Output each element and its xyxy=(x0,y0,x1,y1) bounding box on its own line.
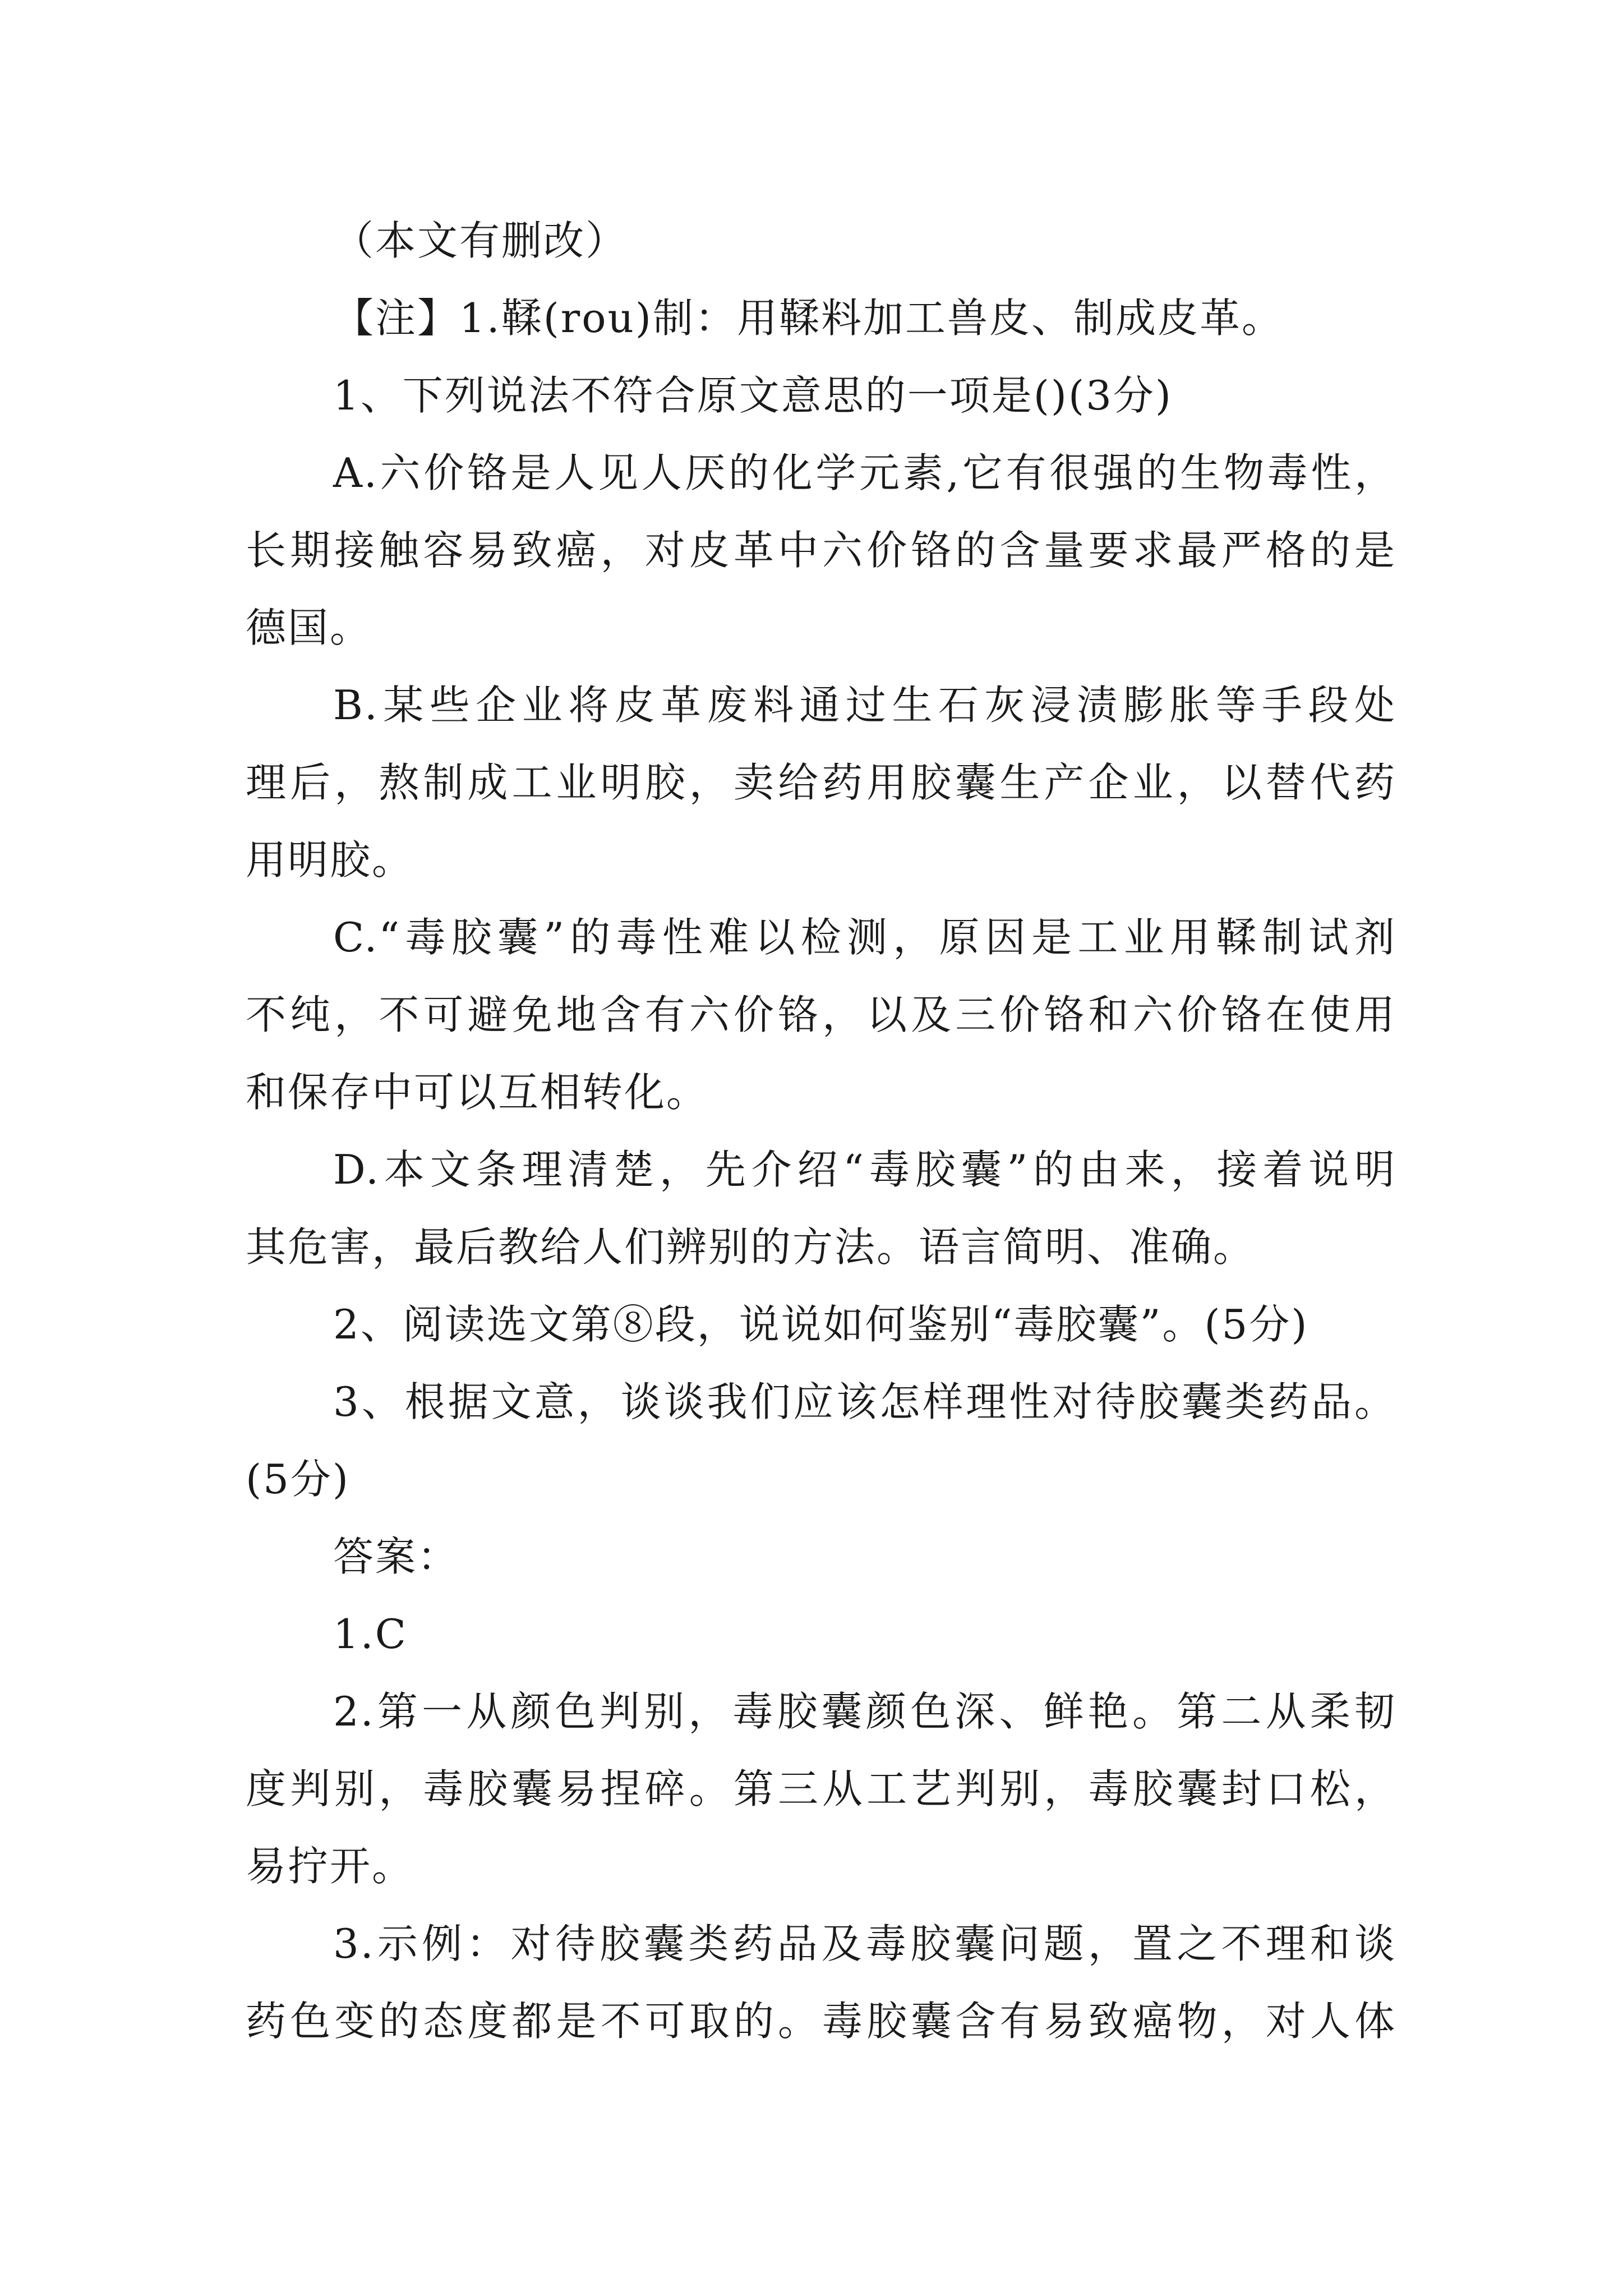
text-line: 【注】1.鞣(rou)制：用鞣料加工兽皮、制成皮革。 xyxy=(333,295,1284,342)
document-body xyxy=(246,202,1396,2060)
text-line: 1.C xyxy=(333,1611,408,1658)
text-line: 易拧开。 xyxy=(246,1843,414,1890)
text-line: 理后，熬制成工业明胶，卖给药用胶囊生产企业，以替代药 xyxy=(246,759,1396,806)
text-line: 其危害，最后教给人们辨别的方法。语言简明、准确。 xyxy=(246,1223,1256,1271)
text-line: （本文有删改） xyxy=(333,217,628,264)
text-line: 不纯，不可避免地含有六价铬，以及三价铬和六价铬在使用 xyxy=(246,991,1396,1038)
text-line: 2、阅读选文第⑧段，说说如何鉴别“毒胶囊”。(5分) xyxy=(333,1301,1309,1348)
text-line: 答案： xyxy=(333,1533,460,1580)
text-line: C.“毒胶囊”的毒性难以检测，原因是工业用鞣制试剂 xyxy=(333,914,1396,961)
text-line: 1、下列说法不符合原文意思的一项是()(3分) xyxy=(333,372,1173,419)
text-line: 和保存中可以互相转化。 xyxy=(246,1069,709,1116)
text-line: A.六价铬是人见人厌的化学元素,它有很强的生物毒性， xyxy=(333,449,1396,496)
text-line: 长期接触容易致癌，对皮革中六价铬的含量要求最严格的是 xyxy=(246,527,1396,574)
text-line: 2.第一从颜色判别，毒胶囊颜色深、鲜艳。第二从柔韧 xyxy=(333,1688,1396,1735)
text-line: D.本文条理清楚，先介绍“毒胶囊”的由来，接着说明 xyxy=(333,1146,1396,1193)
text-line: 3.示例：对待胶囊类药品及毒胶囊问题，置之不理和谈 xyxy=(333,1920,1396,1967)
text-line: (5分) xyxy=(246,1456,350,1503)
text-line: 用明胶。 xyxy=(246,836,414,884)
text-line: 药色变的态度都是不可取的。毒胶囊含有易致癌物，对人体 xyxy=(246,1998,1396,2045)
text-line: 3、根据文意，谈谈我们应该怎样理性对待胶囊类药品。 xyxy=(333,1378,1396,1425)
text-line: B.某些企业将皮革废料通过生石灰浸渍膨胀等手段处 xyxy=(333,682,1396,729)
text-line: 德国。 xyxy=(246,604,372,651)
text-line: 度判别，毒胶囊易捏碎。第三从工艺判别，毒胶囊封口松， xyxy=(246,1765,1396,1812)
